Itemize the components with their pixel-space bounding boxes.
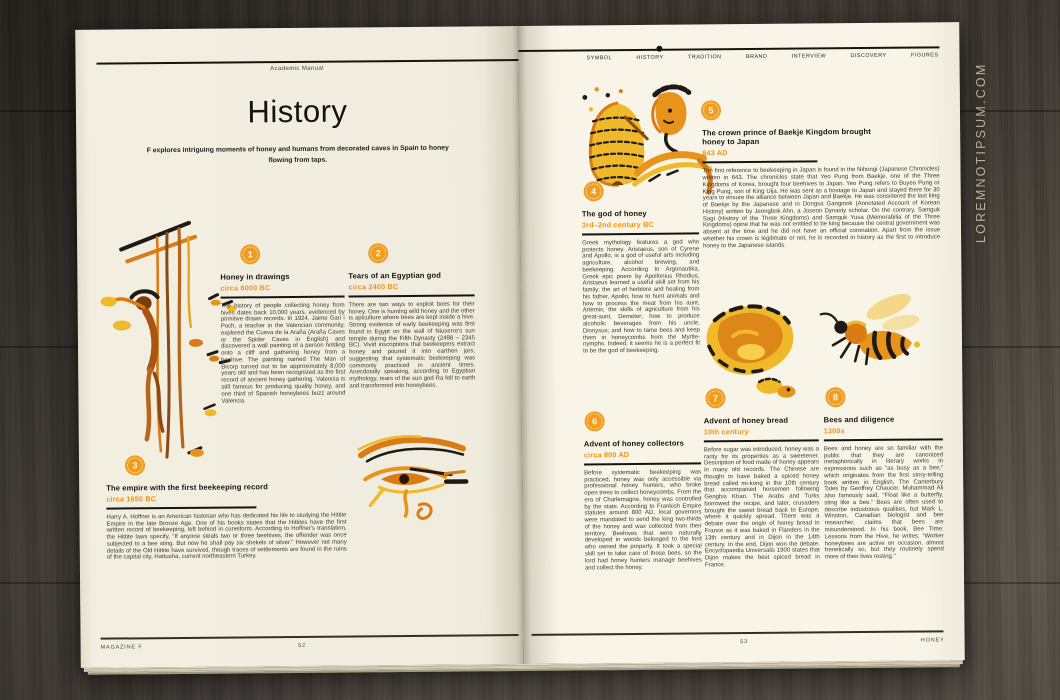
section-date: 3rd–2nd century BC (581, 219, 654, 230)
left-page (75, 26, 524, 668)
website-watermark: LOREMNOTIPSUM.COM (974, 62, 988, 243)
section-tears-of-egyptian-god (348, 270, 475, 390)
badge-number: 2 (375, 248, 381, 259)
page-number-left: 52 (298, 642, 307, 649)
right-footer-rule (532, 630, 944, 635)
section-number-badge (701, 100, 721, 120)
section-heading: Bees and diligence (823, 414, 895, 425)
nav-item-interview: INTERVIEW (791, 53, 827, 60)
section-number-badge (825, 387, 845, 407)
footer-issue: HONEY (920, 637, 945, 644)
badge-number: 5 (708, 105, 714, 116)
section-nav (586, 52, 938, 61)
badge-number: 1 (247, 249, 253, 260)
section-divider (584, 462, 701, 465)
section-number-badge (240, 244, 260, 264)
section-body: The history of people collecting honey from hives dates back 10,000 years, evidenced by primitive drawn records. In 1924, Jaime Garí i Poch, a teacher in the Valencian community, explored the Cueva de la Araña (Araña Caves or the Spider Caves in English) and discovered a wall painting of a person holding onto a cliff and gathering honey from a beehive. The painting named The Man of Bicorp turned out to be approximately 8,000 years old and has been recognized as the first record of ancient honey gathering. Valencia is still famous for producing quality honey, and one third of Spanish honeybees buzz around Valencia. (220, 302, 346, 405)
section-heading: The god of honey (581, 208, 647, 219)
section-honey-in-drawings (220, 272, 345, 405)
badge-number: 4 (591, 186, 597, 197)
badge-number: 7 (712, 393, 719, 404)
section-divider (704, 439, 819, 442)
section-date: circa 1650 BC (106, 494, 157, 504)
nav-item-discovery: DISCOVERY (850, 52, 887, 60)
section-heading: The empire with the first beekeeping record (106, 482, 268, 493)
right-header-rule (518, 46, 939, 52)
nav-item-tradition: TRADITION (687, 54, 722, 61)
badge-number: 3 (132, 460, 138, 471)
section-divider (221, 296, 345, 299)
kicker: Academic Manual (270, 65, 324, 73)
section-body: Greek mythology features a god who protects honey. Aristaeus, son of Cyrene and Apollo, is a god of useful arts including agriculture, alcohol brewing, and beekeeping. According to Argonautika, Greek epic poem by Apollonius Rhodius, Aristaeus learned a useful skill set from his family: the art of herblore and healing from his father, Apollo; how to hunt animals and how to process the meat from his aunt, Artemis; the skills of agriculture from his great-aunt, Demeter; how to produce alcoholic beverages from his uncle, Dionysus; and how to tame bees and keep them in honeycombs from the Myrtle-nymphs. Indeed, it seems he is a perfect fit to be the god of beekeeping. (582, 239, 701, 355)
honey-bread-illustration (692, 286, 805, 403)
page-number-right: 53 (740, 639, 749, 646)
right-page (518, 22, 965, 664)
section-date: circa 6000 BC (220, 283, 271, 293)
section-heading: Advent of honey bread (703, 415, 789, 426)
section-heading: Advent of honey collectors (583, 438, 684, 449)
left-footer-rule (101, 634, 519, 639)
nav-item-symbol: SYMBOL (586, 55, 612, 62)
nav-active-dot (656, 46, 662, 52)
section-honey-collectors (584, 438, 702, 571)
honeybee-illustration (808, 280, 931, 385)
badge-number: 8 (832, 392, 839, 403)
footer-brand: MAGAZINE F (100, 644, 143, 651)
section-divider (582, 232, 699, 235)
section-number-badge (585, 411, 605, 431)
section-body: Before sugar was introduced, honey was a rarity for its properties as a sweetener. Description of food made of honey appears in many old records. The Chinese are thought to have baked a spiced honey bread called mi-kong in the 10th century that accompanied horsemen following Genghis Khan. The Arabs and Turks borrowed the recipe, and later, crusaders brought the sweet bread back to Europe, where it quickly spread. There was a debate over the origin of honey bread in France as it was baked in Flanders in the 13th century and in Dijon in the 14th century. In the end, Dijon won the debate. Encyclopaedia Universalis 1900 states that Dijon makes the best spiced bread in France. (703, 446, 820, 569)
section-crown-prince-baekje (702, 126, 940, 250)
magazine-spread (75, 22, 965, 668)
section-honey-bread (704, 415, 820, 569)
section-divider (106, 506, 256, 509)
section-number-badge (705, 388, 725, 408)
section-number-badge (125, 455, 145, 475)
nav-item-figures: FIGURES (910, 52, 939, 59)
section-heading: Tears of an Egyptian god (348, 270, 441, 281)
section-first-beekeeping-record (106, 482, 347, 562)
section-body: Harry A. Hoffner is an American historian who has dedicated his life to studying the Hittite Empire in the late Bronze Age. One of his books states that the Hittites have the first written record of beekeeping, left behind in cuneiform. According to Hoffner's translation, the Hittite laws specify, “If anyone steals two or three beehives, the offender was once subjected to a bee sting. But now he shall pay six shekels of silver.” However not many details of the Old Hittite have survived, though traces of settlements are found in the ruins of the capital city, Hattusha, current northeastern Turkey. (106, 512, 347, 561)
nav-item-history: HISTORY (636, 54, 664, 61)
section-god-of-honey (582, 208, 700, 355)
section-date: 643 AD (702, 148, 728, 158)
section-body: Before systematic beekeeping was practiced, honey was only accessible via professional honey hunters, who broke open trees to collect honeycombs. From the era of Charlemagne, honey was controlled by the state. According to Frankish Empire statutes around 800 AD, local governors were mandated to send the king two-thirds of the honey and wax collected from their territory. Beehives that were naturally developed in woods belonged to the lord who owned the property. It took a special skill set to take care of those bees, so the lord had honey hunters manage beehives and collect the honey. (584, 469, 702, 571)
section-divider (702, 161, 817, 164)
section-date: circa 2400 BC (348, 282, 399, 292)
section-body: The first reference to beekeeping in Japan is found in the Nihongi (Japanese Chronicles) written in 643. The chronicles state that Yeo Pung from Baekje, one of the Three Kingdoms of Korea, brought four beehives to Japan. Yeo Pung refers to Buyeo Pung or King Pung, son of King Uija. He was sent as a hostage to Japan and stayed there for 30 years to ensure the alliance between Japan and Baekje. He was considered the last king of Baekje by the Japanese and in Dongsa Gangmok (Annotated Account of Korean History) written by Jeongbok Ahn, a Joseon Dynasty scholar. On the contrary, Samguk Sagi (History of the Three Kingdoms) and Samguk Yusa (Memorabilia of the Three Kingdoms) opine that he was not entitled to be king because the central government was absent at the time and he did not have an official coronation. Apart from the issue whether his crown is legitimate or not, he is recorded in history as the first to introduce honey to the Japanese islands. (702, 166, 941, 250)
section-divider (349, 294, 475, 297)
section-number-badge (584, 181, 604, 201)
nav-item-brand: BRAND (745, 53, 768, 61)
section-heading: The crown prince of Baekje Kingdom brought honey to Japan (702, 126, 871, 147)
page-subtitle: F explores intriguing moments of honey and humans from decorated caves in Spain to honey flowing from taps. (146, 144, 449, 164)
section-number-badge (368, 243, 388, 263)
section-bees-and-diligence (824, 414, 944, 561)
section-divider (824, 438, 943, 441)
eye-of-horus-illustration (351, 424, 472, 523)
section-date: circa 800 AD (583, 450, 630, 460)
page-title: History (247, 93, 348, 130)
section-date: 1300s (823, 426, 845, 436)
section-heading: Honey in drawings (220, 272, 290, 282)
section-body: There are two ways to exploit bees for their honey. One is hunting wild honey and the other is apiculture where bees are kept inside a hive. Strong evidence of early beekeeping was first found in Egypt on the wall of Niuserre's sun temple during the Fifth Dynasty (2498 – 2345 BC). Vivid inscriptions that beekeepers extract honey and poured it into earthen jars, suggesting that systematic beekeeping was commonly practiced in ancient times. Anecdotally speaking, according to Egyptian mythology, tears of the sun god Ra fell to earth and transformed into honeybees. (348, 301, 476, 390)
section-body: Bees and honey are so familiar with the public that they are canonized metaphorically in literary works in expressions such as “as busy as a bee,” which originates from the first story-telling book written in English, The Canterbury Tales by Geoffrey Chaucer. Muhammad Ali also famously said, “Float like a butterfly, sting like a bee.” Bees are often used to describe industrious qualities, but Mark L. Winston, Canadian biologist and bee researcher, claims that bees are misunderstood. In his book, Bee Time: Lessons from the Hive, he writes, “Worker honeybees are active on occasion, almost frenetically so, but they routinely spend more of their lives resting.” (823, 445, 944, 561)
section-date: 10th century (703, 426, 749, 437)
badge-number: 6 (592, 416, 598, 427)
